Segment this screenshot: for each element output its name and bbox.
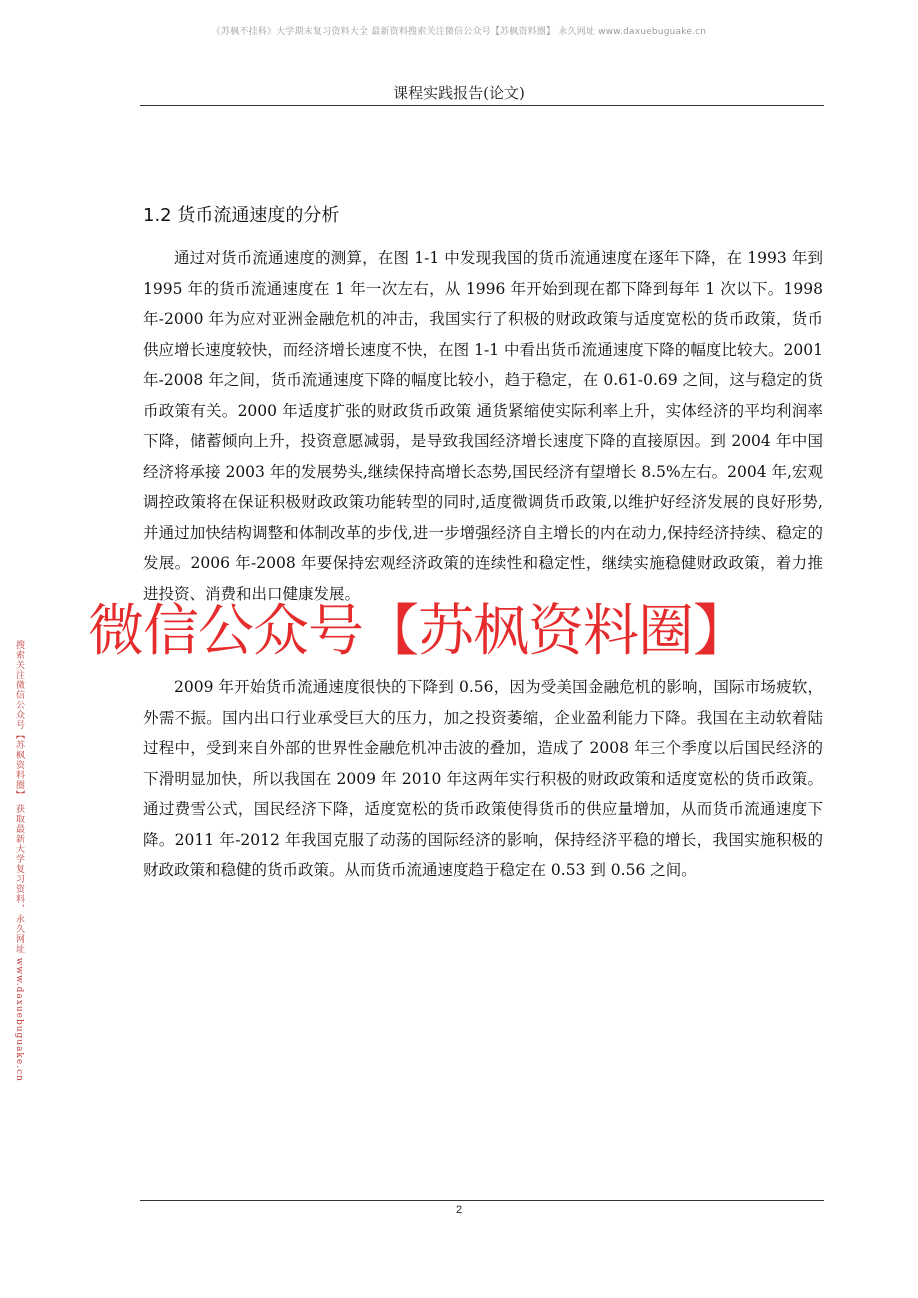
paragraph-text: 2009 年开始货币流通速度很快的下降到 0.56，因为受美国金融危机的影响，国际市场疲软，外需不振。国内出口行业承受巨大的压力，加之投资萎缩，企业盈利能力下降。我国在主动软着陆过程中，受到来自外部的世界性金融危机冲击波的叠加，造成了 2008 年三个季度以后国民经济的下滑明显加快，所以我国在 2009 年 2010 年这两年实行积极的财政政策和适度宽松的货币政策。通过费雪公式，国民经济下降，适度宽松的货币政策使得货币的供应量增加，从而货币流通速度下降。2011 年-2012 年我国克服了动荡的国际经济的影响，保持经济平稳的增长，我国实施积极的财政政策和稳健的货币政策。从而货币流通速度趋于稳定在 0.53 到 0.56 之间。 (143, 678, 823, 879)
page-number: 2 (455, 1204, 463, 1216)
body-paragraph-2 (143, 672, 823, 886)
section-heading: 1.2 货币流通速度的分析 (143, 205, 340, 226)
body-paragraph-1 (143, 243, 823, 609)
page-header-title: 课程实践报告(论文) (393, 84, 525, 102)
watermark-overlay: 微信公众号【苏枫资料圈】 (88, 599, 748, 664)
paragraph-text: 通过对货币流通速度的测算，在图 1-1 中发现我国的货币流通速度在逐年下降，在 1993 年到 1995 年的货币流通速度在 1 年一次左右，从 1996 年开始到现在都下降到每年 1 次以下。1998 年-2000 年为应对亚洲金融危机的冲击，我国实行了积极的财政政策与适度宽松的货币政策，货币供应增长速度较快，而经济增长速度不快，在图 1-1 中看出货币流通速度下降的幅度比较大。2001 年-2008 年之间，货币流通速度下降的幅度比较小，趋于稳定，在 0.61-0.69 之间，这与稳定的货币政策有关。2000 年适度扩张的财政货币政策 通货紧缩使实际利率上升，实体经济的平均利润率下降，储蓄倾向上升，投资意愿减弱，是导致我国经济增长速度下降的直接原因。到 2004 年中国经济将承接 2003 年的发展势头,继续保持高增长态势,国民经济有望增长 8.5%左右。2004 年,宏观调控政策将在保证积极财政政策功能转型的同时,适度微调货币政策,以维护好经济发展的良好形势,并通过加快结构调整和体制改革的步伐,进一步增强经济自主增长的内在动力,保持经济持续、稳定的发展。2006 年-2008 年要保持宏观经济政策的连续性和稳定性，继续实施稳健财政政策，着力推进投资、消费和出口健康发展。 (143, 249, 823, 603)
header-rule (140, 105, 824, 106)
top-banner: 《苏枫不挂科》大学期末复习资料大全 最新资料搜索关注微信公众号【苏枫资料圈】 永久网址 www.daxuebuguake.cn (211, 27, 707, 37)
side-watermark-note: 搜索关注微信公众号【苏枫资料圈】 获取最新大学复习资料，永久网址 www.daxuebuguake.cn (14, 640, 24, 1082)
footer-rule (140, 1200, 824, 1201)
